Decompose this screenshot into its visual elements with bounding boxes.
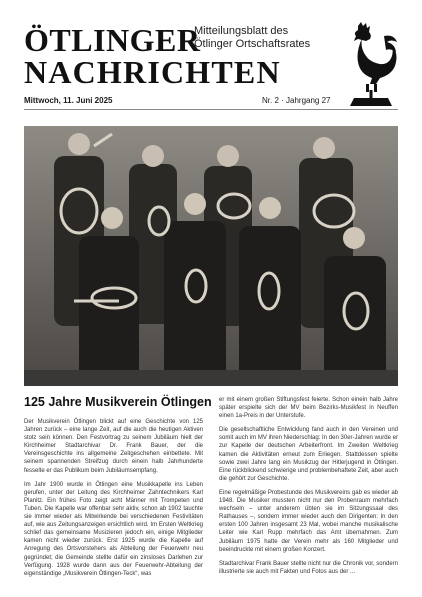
subtitle-line2: Ötlinger Ortschaftsrates [194,38,311,50]
masthead-title-line2: NACHRICHTEN [24,54,281,90]
masthead-title-line1: ÖTLINGER [24,22,201,58]
issue-number: Nr. 2 · Jahrgang 27 [262,96,331,105]
masthead-subtitle [194,25,310,51]
subtitle-line1: Mitteilungsblatt des [194,25,289,37]
rooster-weathervane-icon [344,22,398,106]
paragraph: Stadtarchivar Frank Bauer stellte nicht nur die Chronik vor, sondern illustrierte sie auch mit Fakten und Fotos aus der ... [219,560,398,575]
article-column-2 [219,396,398,582]
paragraph: Die gesellschaftliche Entwicklung fand auch in den Vereinen und somit auch im MV ihren Niederschlag: In den 30er-Jahren wurde er zur Kapelle der deutschen Arbeiterfront. Im Zweiten Weltkrieg kamen die Aktivitäten erneut zum Erliegen. Stattdessen spielte sowie zwei Jahre lang ein Musikzug der Hitlerjugend in Ötlingen. Eine rückblickend schwierige und problembehaftete Zeit, aber auch die gehört zur Geschichte. [219,427,398,482]
article-headline: 125 Jahre Musikverein Ötlingen [24,395,212,409]
issue-date: Mittwoch, 11. Juni 2025 [24,96,113,105]
paragraph: Im Jahr 1900 wurde in Ötlingen eine Musikkapelle ins Leben gerufen, unter der Leitung des Kirchheimer Zahntechnikers Karl Planitz. Ein frühes Foto zeigt acht Männer mit Trompeten und Tuben. Die Kapelle war offenbar sehr aktiv, schon ab 1902 tauchte sie immer wieder als Mitwirkende bei verschiedenen Festivitäten auf, wie aus Zeitungsanzeigen ersichtlich wird. Im Ersten Weltkrieg schlief das gemeinsame Musizieren jedoch ein, einige Mitglieder kamen nicht wieder zurück. Erst 1925 wurde die Kapelle auf Anregung des Ortsvorstehers als Abteilung der Feuerwehr neu gegründet; die Gemeinde stellte dafür ein zinsloses Darlehen zur Verfügung. 1928 wurde dann aus der Feuerwehr-Abteilung der eigenständige „Musikverein Ötlingen-Teck“, was [24,481,203,577]
header-divider [24,109,398,110]
paragraph: er mit einem großen Stiftungsfest feierte. Schon einein halb Jahre später erspielte sich der MV beim Bezirks-Musikfest in Neuffen einen 1a-Preis in der Unterstufe. [219,397,398,420]
paragraph: Der Musikverein Ötlingen blickt auf eine Geschichte von 125 Jahren zurück – eine lange Zeit, auf die auch die heutigen Aktiven stolz sein können. Den Festvortrag zu seinem Jubiläum hielt der Kirchheimer Stadtarchivar Dr. Frank Bauer, der die Vereinsgeschichte ins allgemeine Zeitgeschehen einbettete. Mit seinem spannenden Streifzug durch einein halb Jahrhunderte fesselte er das Publikum beim Jubiläumsempfang. [24,419,203,474]
band-photo [24,126,398,386]
article-column-1 [24,418,203,584]
paragraph: Eine regelmäßige Probestunde des Musikvereins gab es wieder ab 1948. Die Musiker mussten nicht nur den Probenraum mehrfach wechseln – unter anderem übten sie im Sitzungssaal des Rathauses –, sondern immer wieder auch den Dirigenten: In den ersten 100 Jahren insgesamt 23 Mal, wobei manche musikalische Leiter wie Karl Rupp mehrfach das Amt übernahmen. Zum Jubiläum 1975 hatte der Verein mehr als 160 Mitglieder und beeindruckte mit einem großen Konzert. [219,489,398,553]
